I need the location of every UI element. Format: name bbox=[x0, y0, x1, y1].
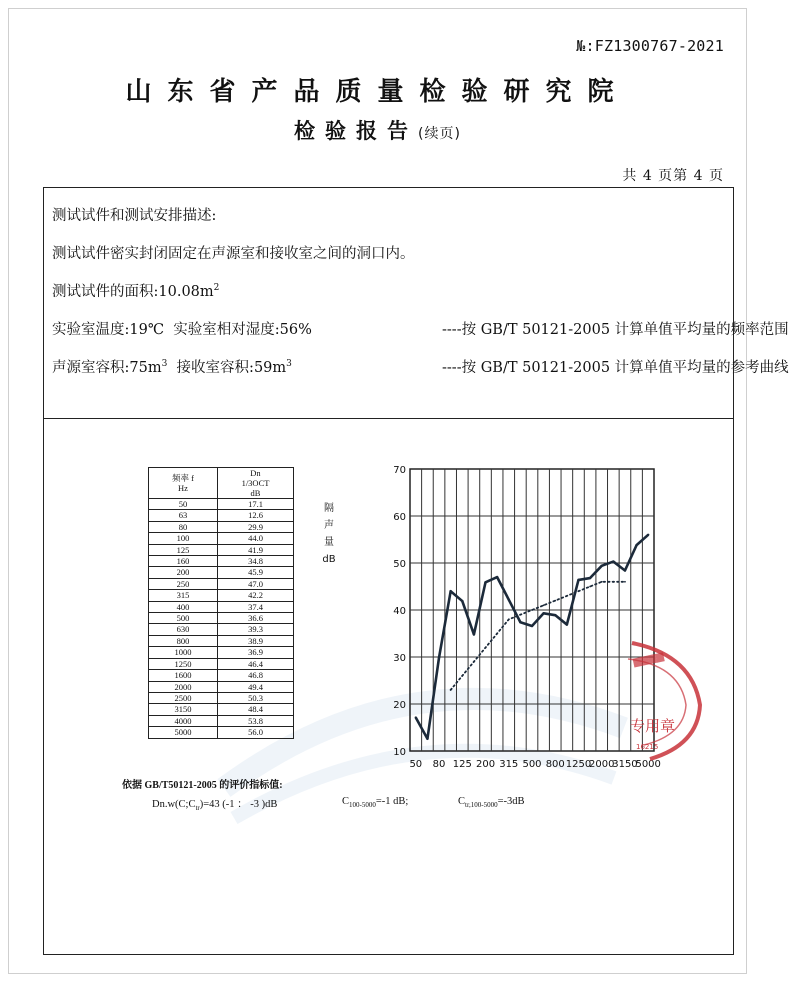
dn-cell: 46.4 bbox=[218, 658, 294, 669]
measured-point bbox=[624, 569, 626, 571]
x-tick-label: 3150 bbox=[612, 759, 638, 770]
dn-cell: 38.9 bbox=[218, 635, 294, 646]
measured-point bbox=[519, 621, 521, 623]
ctr-term bbox=[458, 796, 525, 809]
freq-cell: 800 bbox=[149, 635, 218, 646]
receive-room-label: 接收室容积: bbox=[176, 360, 254, 376]
receive-room-exp: 3 bbox=[286, 359, 292, 370]
x-tick-label: 315 bbox=[499, 759, 519, 770]
freq-cell: 200 bbox=[149, 567, 218, 578]
report-number: №:FZ1300767-2021 bbox=[576, 37, 724, 55]
humidity-value: 56% bbox=[279, 322, 312, 338]
c-text: C bbox=[342, 796, 350, 807]
table-row bbox=[149, 590, 294, 601]
freq-cell: 1600 bbox=[149, 670, 218, 681]
ylabel-char-3: 量 bbox=[324, 537, 334, 548]
description-section bbox=[44, 188, 789, 419]
report-sheet bbox=[8, 8, 789, 974]
dnw-rating bbox=[152, 796, 277, 812]
reference-point bbox=[624, 581, 626, 583]
data-table-wrapper bbox=[148, 467, 294, 739]
measured-point bbox=[496, 576, 498, 578]
measured-point bbox=[508, 598, 510, 600]
temp-label: 实验室温度: bbox=[52, 322, 130, 338]
measured-point bbox=[589, 577, 591, 579]
reference-point bbox=[508, 619, 510, 621]
freq-cell: 50 bbox=[149, 499, 218, 510]
measured-point bbox=[415, 716, 417, 718]
x-tick-label: 500 bbox=[522, 759, 542, 770]
ylabel-char-2: 声 bbox=[324, 520, 334, 531]
dn-cell: 12.6 bbox=[218, 510, 294, 521]
x-tick-label: 125 bbox=[452, 759, 472, 770]
measured-point bbox=[426, 738, 428, 740]
humidity-label: 实验室相对湿度: bbox=[173, 322, 280, 338]
table-row bbox=[149, 715, 294, 726]
freq-cell: 1250 bbox=[149, 658, 218, 669]
freq-cell: 315 bbox=[149, 590, 218, 601]
table-row bbox=[149, 578, 294, 589]
freq-cell: 500 bbox=[149, 613, 218, 624]
freq-cell: 100 bbox=[149, 533, 218, 544]
table-row bbox=[149, 658, 294, 669]
x-tick-label: 200 bbox=[475, 759, 496, 770]
table-row bbox=[149, 670, 294, 681]
measured-point bbox=[542, 612, 544, 614]
dn-cell: 37.4 bbox=[218, 601, 294, 612]
receive-room-value: 59m bbox=[253, 360, 287, 376]
freq-cell: 400 bbox=[149, 601, 218, 612]
reference-point bbox=[461, 675, 463, 677]
dn-cell: 44.0 bbox=[218, 533, 294, 544]
measured-point bbox=[531, 625, 533, 627]
description-heading: 测试试件和测试安排描述: bbox=[52, 208, 217, 224]
freq-cell: 2000 bbox=[149, 681, 218, 692]
report-title-main: 检验报告 bbox=[294, 119, 419, 143]
table-row bbox=[149, 499, 294, 510]
source-room-label: 声源室容积: bbox=[52, 360, 130, 376]
reference-point bbox=[531, 609, 533, 611]
dn-header-unit: dB bbox=[250, 488, 261, 498]
table-row bbox=[149, 533, 294, 544]
mounting-text: 测试试件密实封闭固定在声源室和接收室之间的洞口内。 bbox=[52, 246, 415, 262]
volume-line bbox=[52, 356, 789, 377]
reference-point bbox=[473, 661, 475, 663]
x-tick-label: 1250 bbox=[565, 759, 592, 770]
dn-cell: 56.0 bbox=[218, 727, 294, 738]
dn-cell: 42.2 bbox=[218, 590, 294, 601]
dn-cell: 46.8 bbox=[218, 670, 294, 681]
dn-cell: 49.4 bbox=[218, 681, 294, 692]
dn-cell: 41.9 bbox=[218, 544, 294, 555]
dn-cell: 47.0 bbox=[218, 578, 294, 589]
x-tick-label: 50 bbox=[409, 759, 423, 770]
measured-point bbox=[635, 544, 637, 546]
page-info: 共 4 页第 4 页 bbox=[622, 168, 724, 184]
y-tick-label: 50 bbox=[393, 559, 406, 570]
seal-text: 专用章 bbox=[630, 717, 676, 735]
y-tick-label: 20 bbox=[393, 700, 406, 711]
reference-point bbox=[543, 604, 545, 606]
reference-curve-note: ----按 GB/T 50121-2005 计算单值平均量的参考曲线 bbox=[442, 360, 789, 376]
dn-cell: 39.3 bbox=[218, 624, 294, 635]
freq-cell: 3150 bbox=[149, 704, 218, 715]
freq-cell: 5000 bbox=[149, 727, 218, 738]
dn-cell: 45.9 bbox=[218, 567, 294, 578]
report-title bbox=[9, 115, 746, 145]
x-tick-label: 5000 bbox=[635, 759, 661, 770]
area-unit-exp: 2 bbox=[213, 283, 220, 294]
freq-cell: 630 bbox=[149, 624, 218, 635]
measured-point bbox=[449, 590, 451, 592]
area-value bbox=[158, 284, 219, 300]
reference-point bbox=[589, 586, 591, 588]
institute-name: 山东省产品质量检验研究院 bbox=[125, 77, 630, 107]
reference-point bbox=[450, 689, 452, 691]
dn-cell: 34.8 bbox=[218, 556, 294, 567]
report-continued: (续页) bbox=[418, 126, 461, 142]
area-label: 测试试件的面积: bbox=[52, 284, 159, 300]
table-row bbox=[149, 635, 294, 646]
y-tick-label: 40 bbox=[393, 606, 406, 617]
report-body bbox=[43, 187, 789, 955]
measured-point bbox=[554, 614, 556, 616]
lab-conditions-line bbox=[52, 318, 789, 339]
table-row bbox=[149, 692, 294, 703]
y-tick-label: 10 bbox=[393, 747, 406, 758]
dn-cell: 17.1 bbox=[218, 499, 294, 510]
measured-series-line bbox=[416, 535, 648, 739]
c-sub: 100-5000 bbox=[349, 801, 376, 810]
measured-point bbox=[601, 565, 603, 567]
freq-cell: 160 bbox=[149, 556, 218, 567]
reference-point bbox=[566, 595, 568, 597]
table-row bbox=[149, 704, 294, 715]
measured-point bbox=[461, 600, 463, 602]
freq-header-label: 频率 f bbox=[172, 473, 194, 483]
dnw-text: Dn.w(C;C bbox=[152, 799, 196, 810]
x-tick-label: 800 bbox=[545, 759, 565, 770]
freq-cell: 250 bbox=[149, 578, 218, 589]
seal-number: 16215 bbox=[636, 743, 659, 751]
reference-point bbox=[612, 581, 614, 583]
x-tick-label: 80 bbox=[432, 759, 446, 770]
dn-header bbox=[218, 468, 294, 499]
table-row bbox=[149, 727, 294, 738]
table-row bbox=[149, 647, 294, 658]
ctr-tail: =-3dB bbox=[497, 796, 525, 807]
freq-cell: 4000 bbox=[149, 715, 218, 726]
c-tail: =-1 dB; bbox=[375, 796, 409, 807]
table-row bbox=[149, 544, 294, 555]
freq-cell: 80 bbox=[149, 521, 218, 532]
temp-value: 19℃ bbox=[129, 322, 165, 338]
dnw-tail: )=43 (-1 ： -3 )dB bbox=[199, 799, 278, 810]
c-term bbox=[342, 796, 408, 809]
measured-point bbox=[473, 633, 475, 635]
dn-cell: 29.9 bbox=[218, 521, 294, 532]
x-tick-label: 2000 bbox=[588, 759, 615, 770]
reference-point bbox=[519, 614, 521, 616]
dn-header-band: 1/3OCT bbox=[241, 478, 270, 488]
seal-arc-text: ▆▆▆▆ bbox=[632, 650, 665, 668]
dn-cell: 48.4 bbox=[218, 704, 294, 715]
ctr-sub: tr,100-5000 bbox=[465, 801, 498, 810]
table-row bbox=[149, 521, 294, 532]
table-row bbox=[149, 624, 294, 635]
ctr-text: C bbox=[458, 796, 466, 807]
measured-point bbox=[484, 581, 486, 583]
ylabel-char-1: 隔 bbox=[324, 503, 334, 514]
measured-point bbox=[566, 623, 568, 625]
dn-cell: 36.9 bbox=[218, 647, 294, 658]
table-row bbox=[149, 601, 294, 612]
reference-point bbox=[601, 581, 603, 583]
y-tick-label: 30 bbox=[393, 653, 406, 664]
measured-point bbox=[438, 656, 440, 658]
table-header-row bbox=[149, 468, 294, 499]
area-line bbox=[52, 280, 219, 301]
table-row bbox=[149, 567, 294, 578]
freq-cell: 125 bbox=[149, 544, 218, 555]
official-seal bbox=[622, 635, 704, 767]
area-number: 10.08m bbox=[158, 284, 214, 300]
freq-header-unit: Hz bbox=[178, 483, 188, 493]
freq-header bbox=[149, 468, 218, 499]
source-room-value: 75m bbox=[129, 360, 162, 376]
table-row bbox=[149, 510, 294, 521]
measured-point bbox=[612, 560, 614, 562]
dn-cell: 53.8 bbox=[218, 715, 294, 726]
dn-header-label: Dn bbox=[250, 468, 261, 478]
y-tick-label: 70 bbox=[393, 465, 406, 476]
y-tick-label: 60 bbox=[393, 512, 406, 523]
table-row bbox=[149, 613, 294, 624]
source-room-exp: 3 bbox=[161, 359, 168, 370]
reference-point bbox=[496, 633, 498, 635]
dnw-sub: tr bbox=[195, 804, 200, 813]
rating-label: 依据 GB/T50121-2005 的评价指标值: bbox=[122, 780, 283, 791]
freq-range-note: ----按 GB/T 50121-2005 计算单值平均量的频率范围 bbox=[442, 322, 789, 338]
table-row bbox=[149, 681, 294, 692]
dn-cell: 50.3 bbox=[218, 692, 294, 703]
freq-cell: 2500 bbox=[149, 692, 218, 703]
reference-point bbox=[578, 590, 580, 592]
dn-cell: 36.6 bbox=[218, 613, 294, 624]
table-row bbox=[149, 556, 294, 567]
freq-cell: 1000 bbox=[149, 647, 218, 658]
reference-point bbox=[485, 647, 487, 649]
ylabel-char-4: dB bbox=[322, 554, 336, 565]
measured-point bbox=[647, 534, 649, 536]
reference-point bbox=[554, 600, 556, 602]
measured-point bbox=[577, 579, 579, 581]
freq-cell: 63 bbox=[149, 510, 218, 521]
sound-insulation-table bbox=[148, 467, 294, 739]
